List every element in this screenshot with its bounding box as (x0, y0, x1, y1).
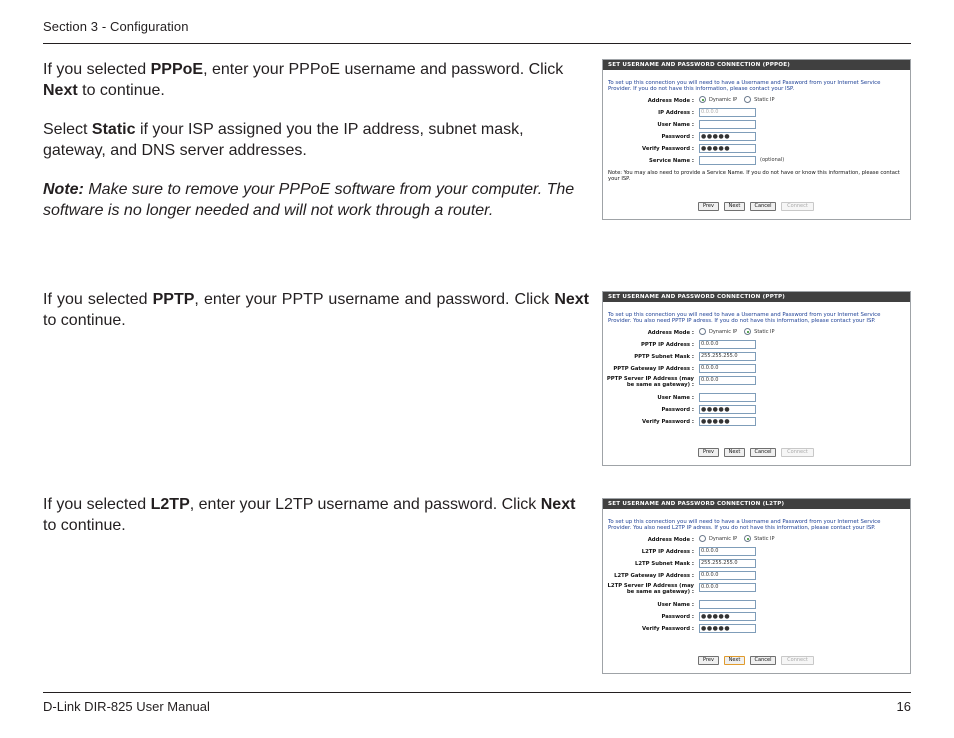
ip-address-input[interactable]: 0.0.0.0 (699, 108, 756, 117)
password-row (603, 407, 910, 419)
address-mode-label: Address Mode : (647, 98, 694, 104)
user-name-label: User Name : (657, 395, 694, 401)
verify-password-row (603, 146, 910, 158)
note-paragraph: Note: Make sure to remove your PPPoE software from your computer. The software is no longer needed and will not work through a router. (43, 181, 575, 219)
prev-button[interactable]: Prev (698, 202, 719, 211)
wizard-buttons (698, 202, 814, 211)
connect-button[interactable]: Connect (781, 202, 814, 211)
static-ip-label: Static IP (754, 328, 775, 335)
cancel-button[interactable]: Cancel (750, 448, 776, 457)
verify-password-input[interactable]: ●●●●● (699, 417, 756, 426)
pptp-instructions (43, 290, 589, 331)
pptp-paragraph: If you selected PPTP, enter your PPTP username and password. Click Next to continue. (43, 291, 589, 329)
connect-button[interactable]: Connect (781, 448, 814, 457)
section-header: Section 3 - Configuration (43, 19, 189, 34)
pppoe-paragraph: If you selected PPPoE, enter your PPPoE username and password. Click Next to continue. (43, 61, 564, 99)
pppoe-instructions (43, 60, 589, 221)
address-mode-row (603, 537, 910, 549)
verify-password-input[interactable]: ●●●●● (699, 144, 756, 153)
service-name-row (603, 158, 910, 170)
password-label: Password : (661, 407, 694, 413)
l2tp-subnet-label: L2TP Subnet Mask : (634, 561, 694, 567)
dynamic-ip-radio[interactable] (699, 328, 706, 335)
footer-divider (43, 692, 911, 693)
user-name-input[interactable] (699, 393, 756, 402)
panel-title: SET USERNAME AND PASSWORD CONNECTION (PPPOE) (603, 60, 910, 70)
user-name-input[interactable] (699, 120, 756, 129)
l2tp-instructions (43, 495, 589, 536)
address-mode-row (603, 98, 910, 110)
service-name-note: Note: You may also need to provide a Service Name. If you do not have or know this information, please contact your ISP. (608, 170, 900, 183)
pptp-server-label: PPTP Server IP Address (may be same as gateway) : (606, 376, 694, 388)
l2tp-ip-row (603, 549, 910, 561)
l2tp-gateway-label: L2TP Gateway IP Address : (614, 573, 694, 579)
user-name-label: User Name : (657, 122, 694, 128)
password-row (603, 134, 910, 146)
l2tp-server-row (603, 585, 910, 602)
static-ip-radio[interactable] (744, 535, 751, 542)
cancel-button[interactable]: Cancel (750, 202, 776, 211)
manual-title: D-Link DIR-825 User Manual (43, 699, 210, 714)
page-number: 16 (896, 699, 911, 714)
pptp-subnet-input[interactable]: 255.255.255.0 (699, 352, 756, 361)
pptp-subnet-label: PPTP Subnet Mask : (634, 354, 694, 360)
panel-description: To set up this connection you will need to have a Username and Password from your Internet Service Provider. You also need PPTP IP adress. If you do not have this information, please contact your ISP. (608, 312, 881, 325)
l2tp-ip-input[interactable]: 0.0.0.0 (699, 547, 756, 556)
panel-title: SET USERNAME AND PASSWORD CONNECTION (PPTP) (603, 292, 910, 302)
pptp-gateway-input[interactable]: 0.0.0.0 (699, 364, 756, 373)
verify-password-row (603, 626, 910, 638)
password-label: Password : (661, 134, 694, 140)
user-name-row (603, 395, 910, 407)
static-ip-radio[interactable] (744, 96, 751, 103)
verify-password-label: Verify Password : (642, 626, 694, 632)
header-divider (43, 43, 911, 44)
ip-address-row (603, 110, 910, 122)
password-input[interactable]: ●●●●● (699, 405, 756, 414)
dynamic-ip-radio[interactable] (699, 96, 706, 103)
l2tp-subnet-row (603, 561, 910, 573)
dynamic-ip-label: Dynamic IP (709, 96, 738, 103)
next-button[interactable]: Next (724, 202, 745, 211)
dynamic-ip-radio[interactable] (699, 535, 706, 542)
static-paragraph: Select Static if your ISP assigned you the IP address, subnet mask, gateway, and DNS server addresses. (43, 121, 524, 159)
pptp-ip-row (603, 342, 910, 354)
wizard-buttons (698, 448, 814, 457)
user-name-input[interactable] (699, 600, 756, 609)
l2tp-server-label: L2TP Server IP Address (may be same as gateway) : (607, 583, 694, 595)
connect-button[interactable]: Connect (781, 656, 814, 665)
verify-password-label: Verify Password : (642, 419, 694, 425)
panel-title: SET USERNAME AND PASSWORD CONNECTION (L2TP) (603, 499, 910, 509)
panel-description: To set up this connection you will need to have a Username and Password from your Internet Service Provider. You also need L2TP IP adress. If you do not have this information, please contact your ISP. (608, 519, 881, 532)
next-button[interactable]: Next (724, 448, 745, 457)
prev-button[interactable]: Prev (698, 656, 719, 665)
l2tp-gateway-input[interactable]: 0.0.0.0 (699, 571, 756, 580)
pptp-ip-label: PPTP IP Address : (641, 342, 694, 348)
dynamic-ip-label: Dynamic IP (709, 328, 738, 335)
l2tp-paragraph: If you selected L2TP, enter your L2TP username and password. Click Next to continue. (43, 496, 576, 534)
dynamic-ip-label: Dynamic IP (709, 535, 738, 542)
address-mode-radios (699, 535, 782, 542)
password-label: Password : (661, 614, 694, 620)
address-mode-radios (699, 96, 782, 103)
address-mode-label: Address Mode : (647, 330, 694, 336)
prev-button[interactable]: Prev (698, 448, 719, 457)
user-name-row (603, 602, 910, 614)
service-name-label: Service Name : (649, 158, 694, 164)
l2tp-subnet-input[interactable]: 255.255.255.0 (699, 559, 756, 568)
pptp-server-row (603, 378, 910, 395)
wizard-buttons (698, 656, 814, 665)
address-mode-label: Address Mode : (647, 537, 694, 543)
password-input[interactable]: ●●●●● (699, 132, 756, 141)
address-mode-row (603, 330, 910, 342)
cancel-button[interactable]: Cancel (750, 656, 776, 665)
pptp-subnet-row (603, 354, 910, 366)
service-name-input[interactable] (699, 156, 756, 165)
ip-address-label: IP Address : (658, 110, 694, 116)
pptp-settings-panel (602, 291, 911, 466)
verify-password-input[interactable]: ●●●●● (699, 624, 756, 633)
l2tp-server-input[interactable]: 0.0.0.0 (699, 583, 756, 592)
password-input[interactable]: ●●●●● (699, 612, 756, 621)
user-name-label: User Name : (657, 602, 694, 608)
l2tp-ip-label: L2TP IP Address : (641, 549, 694, 555)
verify-password-row (603, 419, 910, 431)
panel-description: To set up this connection you will need to have a Username and Password from your Internet Service Provider. If you do not have this information, please contact your ISP. (608, 80, 881, 93)
pptp-ip-input[interactable]: 0.0.0.0 (699, 340, 756, 349)
next-button[interactable]: Next (724, 656, 745, 665)
verify-password-label: Verify Password : (642, 146, 694, 152)
pptp-gateway-label: PPTP Gateway IP Address : (613, 366, 694, 372)
password-row (603, 614, 910, 626)
address-mode-radios (699, 328, 782, 335)
pptp-server-input[interactable]: 0.0.0.0 (699, 376, 756, 385)
static-ip-label: Static IP (754, 535, 775, 542)
pppoe-settings-panel (602, 59, 911, 220)
optional-hint: (optional) (760, 157, 785, 163)
static-ip-label: Static IP (754, 96, 775, 103)
static-ip-radio[interactable] (744, 328, 751, 335)
l2tp-settings-panel (602, 498, 911, 674)
user-name-row (603, 122, 910, 134)
